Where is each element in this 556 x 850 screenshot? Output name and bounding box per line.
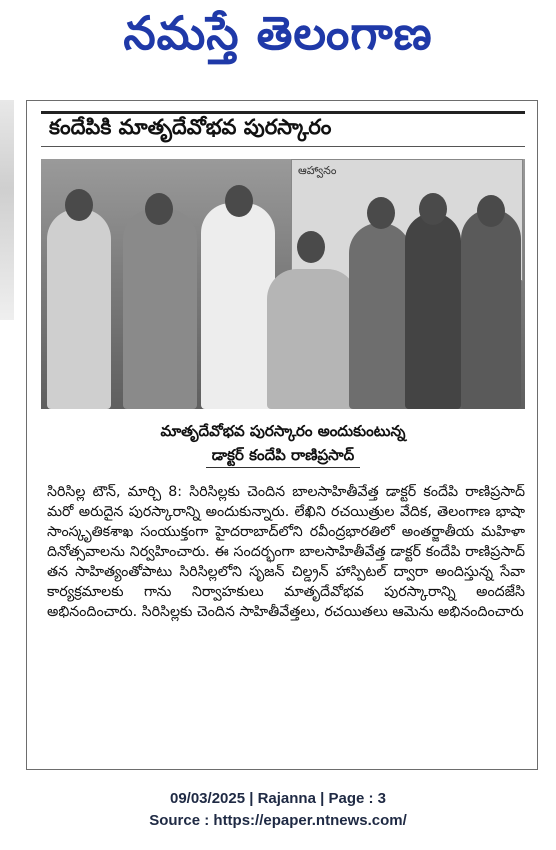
adjacent-page-strip — [0, 100, 14, 320]
caption-line-2: డాక్టర్ కందేపి రాణిప్రసాద్ — [206, 443, 360, 468]
edition-dateline: 09/03/2025 | Rajanna | Page : 3 — [169, 790, 386, 807]
photo-head-5 — [419, 193, 447, 225]
masthead — [0, 0, 556, 78]
photo-banner-text: ఆహ్వానం — [298, 164, 337, 177]
photo-person-6 — [461, 209, 521, 409]
source-link[interactable]: Source : https://epaper.ntnews.com/ — [149, 812, 407, 829]
photo-head-2 — [145, 193, 173, 225]
photo-person-1 — [47, 209, 111, 409]
photo-person-3 — [201, 203, 275, 409]
newspaper-title: నమస్తే తెలంగాణ — [123, 6, 433, 60]
photo-person-5 — [405, 213, 461, 409]
article-photo — [41, 159, 525, 409]
photo-person-seated — [267, 269, 357, 409]
photo-person-2 — [123, 209, 197, 409]
photo-head-3 — [225, 185, 253, 217]
photo-head-1 — [65, 189, 93, 221]
photo-person-4 — [349, 223, 411, 409]
article-clipping — [26, 100, 538, 770]
article-headline: కందేపికి మాతృదేవోభవ పురస్కారం — [41, 111, 525, 147]
caption-line-1: మాతృదేవోభవ పురస్కారం అందుకుంటున్న — [160, 422, 406, 440]
photo-head-seated — [297, 231, 325, 263]
photo-head-4 — [367, 197, 395, 229]
article-body: సిరిసిల్ల టౌన్, మార్చి 8: సిరిసిల్లకు చెందిన బాలసాహితీవేత్త డాక్టర్ కందేపి రాణిప్రసాద్ మరో అరుదైన పురస్కారాన్ని అందుకున్నారు. లేఖిని రచయిత్రుల వేదిక, తెలంగాణ భాషా సాంస్కృతికశాఖ సంయుక్తంగా హైదరాబాద్‌లోని రవీంద్రభారతిలో అంతర్జాతీయ మహిళా దినోత్సవాలను నిర్వహించారు. ఈ సందర్భంగా బాలసాహితీవేత్త డాక్టర్ కందేపి రాణిప్రసాద్ తన సాహిత్యంతోపాటు సిరిసిల్లలోని సృజన్ చిల్డ్రన్ హాస్పిటల్ ద్వారా అందిస్తున్న సేవా కార్యక్రమాలకు గాను నిర్వాహకులు మాతృదేవోభవ పురస్కారాన్ని అందజేసి అభినందించారు. సిరిసిల్లకు చెందిన సాహితీవేత్తలు, రచయితలు ఆమెను అభినందించారు — [47, 484, 525, 620]
photo-head-6 — [477, 195, 505, 227]
photo-caption — [41, 419, 525, 468]
